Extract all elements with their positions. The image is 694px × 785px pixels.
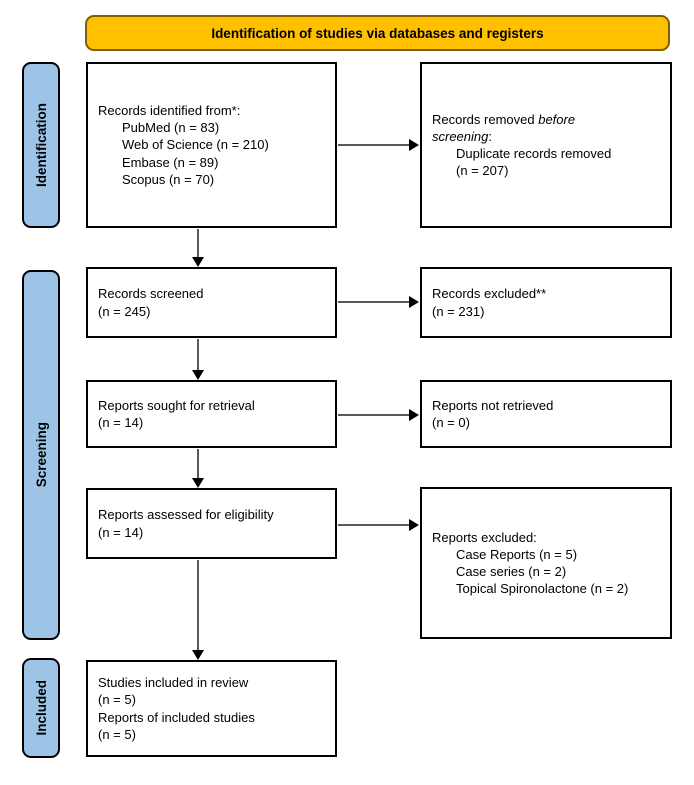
arrow-identified-to-removed xyxy=(338,138,419,152)
records-removed-text: : xyxy=(488,128,492,144)
arrow-right-icon xyxy=(409,296,419,308)
arrow-screened-to-excluded xyxy=(338,295,419,309)
arrow-shaft xyxy=(338,144,409,146)
arrow-shaft xyxy=(338,414,409,416)
box-records-screened xyxy=(86,267,337,338)
arrow-right-icon xyxy=(409,409,419,421)
box-records-removed xyxy=(420,62,672,228)
phase-identification xyxy=(22,62,60,228)
box-records-removed-item: Duplicate records removed xyxy=(456,146,612,161)
box-reports-sought-line: Reports sought for retrieval xyxy=(98,397,255,413)
box-records-removed-item: (n = 207) xyxy=(456,163,509,179)
box-records-identified xyxy=(86,62,337,228)
box-reports-sought xyxy=(86,380,337,448)
box-records-excluded-line: (n = 231) xyxy=(432,303,485,319)
phase-screening-label: Screening xyxy=(33,422,49,488)
phase-screening xyxy=(22,270,60,640)
box-reports-not-retrieved xyxy=(420,380,672,448)
box-studies-included-line: Reports of included studies xyxy=(98,709,255,725)
box-records-identified-item: Web of Science (n = 210) xyxy=(122,137,269,153)
arrow-sought-to-not-retrieved xyxy=(338,408,419,422)
box-records-removed-title-line2 xyxy=(432,128,662,145)
phase-included xyxy=(22,658,60,758)
arrow-down-icon xyxy=(192,257,204,267)
records-removed-italic: screening xyxy=(432,128,489,144)
box-studies-included xyxy=(86,660,337,757)
title-banner xyxy=(85,15,670,51)
arrow-down-icon xyxy=(192,370,204,380)
box-records-screened-line: (n = 245) xyxy=(98,303,151,319)
box-records-identified-item: Scopus (n = 70) xyxy=(122,171,215,187)
box-reports-assessed-line: Reports assessed for eligibility xyxy=(98,507,274,523)
box-reports-not-retrieved-line: (n = 0) xyxy=(432,415,470,430)
box-records-identified-item: Embase (n = 89) xyxy=(122,154,219,170)
box-reports-assessed-line: (n = 14) xyxy=(98,524,144,540)
box-reports-assessed xyxy=(86,488,337,559)
box-studies-included-line: (n = 5) xyxy=(98,692,136,708)
arrow-sought-to-assessed xyxy=(191,449,205,488)
arrow-down-icon xyxy=(192,650,204,660)
box-reports-sought-line: (n = 14) xyxy=(98,415,144,430)
arrow-shaft xyxy=(197,449,199,478)
box-reports-excluded-item: Case series (n = 2) xyxy=(456,564,567,579)
box-records-excluded xyxy=(420,267,672,338)
box-records-identified-item: PubMed (n = 83) xyxy=(122,120,220,136)
box-records-identified-title: Records identified from*: xyxy=(98,103,241,119)
records-removed-text: Records removed xyxy=(432,111,539,127)
records-removed-italic: before xyxy=(538,111,576,127)
arrow-shaft xyxy=(197,560,199,650)
box-records-removed-title-line1 xyxy=(432,111,662,128)
arrow-shaft xyxy=(338,524,409,526)
box-records-excluded-line: Records excluded** xyxy=(432,286,547,302)
box-reports-not-retrieved-line: Reports not retrieved xyxy=(432,397,554,413)
box-studies-included-line: Studies included in review xyxy=(98,675,249,691)
box-reports-excluded-item: Case Reports (n = 5) xyxy=(456,546,578,562)
arrow-right-icon xyxy=(409,139,419,151)
arrow-shaft xyxy=(338,301,409,303)
title-banner-label: Identification of studies via databases and registers xyxy=(211,25,544,41)
arrow-screened-to-sought xyxy=(191,339,205,380)
box-reports-excluded-item: Topical Spironolactone (n = 2) xyxy=(456,581,629,597)
phase-included-label: Included xyxy=(33,680,49,736)
arrow-assessed-to-reports-excluded xyxy=(338,518,419,532)
arrow-shaft xyxy=(197,229,199,257)
box-studies-included-line: (n = 5) xyxy=(98,726,136,742)
box-reports-excluded-title: Reports excluded: xyxy=(432,529,537,545)
arrow-right-icon xyxy=(409,519,419,531)
box-records-screened-line: Records screened xyxy=(98,286,204,302)
arrow-down-icon xyxy=(192,478,204,488)
arrow-shaft xyxy=(197,339,199,370)
box-reports-excluded xyxy=(420,487,672,639)
phase-identification-label: Identification xyxy=(33,103,49,187)
arrow-identified-to-screened xyxy=(191,229,205,267)
arrow-assessed-to-included xyxy=(191,560,205,660)
